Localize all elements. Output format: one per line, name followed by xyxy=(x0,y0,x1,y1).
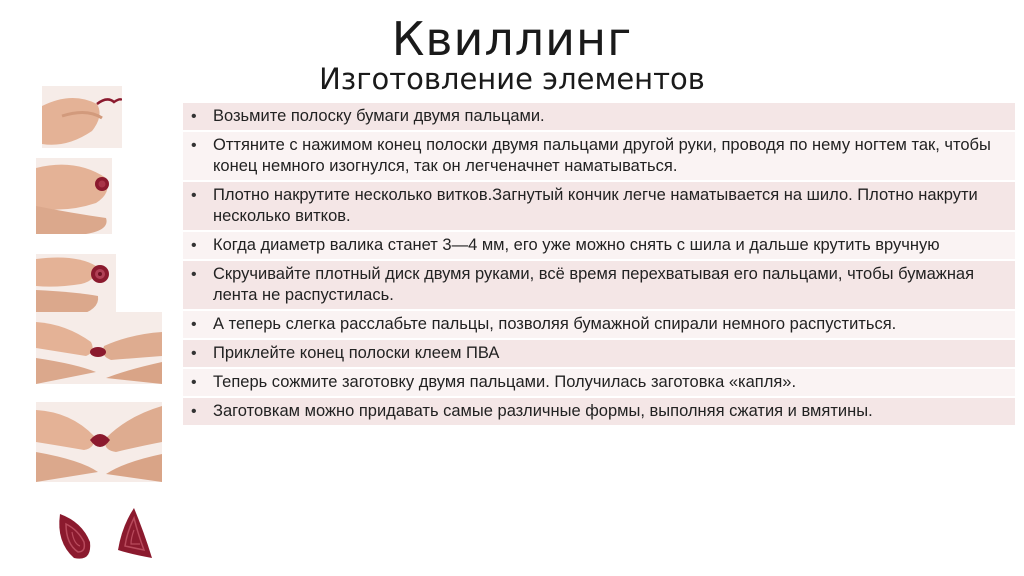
step-text: Приклейте конец полоски клеем ПВА xyxy=(213,344,500,362)
slide-title: Квиллинг xyxy=(391,12,633,66)
bullet-icon: • xyxy=(191,374,197,391)
step-text: Когда диаметр валика станет 3—4 мм, его уже можно снять с шила и дальше крутить вручную xyxy=(213,236,940,254)
list-item xyxy=(183,132,1015,182)
step-text: Скручивайте плотный диск двумя руками, всё время перехватывая его пальцами, чтобы бумажная лента не распустилась. xyxy=(213,265,975,304)
bullet-icon: • xyxy=(191,403,197,420)
photo-finished-shapes xyxy=(52,502,166,564)
bullet-icon: • xyxy=(191,237,197,254)
photo-hold-strip xyxy=(42,86,122,148)
list-item xyxy=(183,311,1015,340)
list-item xyxy=(183,369,1015,398)
photo-two-hands-disk xyxy=(36,312,162,384)
bullet-icon: • xyxy=(191,108,197,125)
step-text: Заготовкам можно придавать самые различные формы, выполняя сжатия и вмятины. xyxy=(213,402,873,420)
list-item xyxy=(183,398,1015,427)
photo-pinch-drop xyxy=(36,402,162,482)
steps-list xyxy=(183,103,1015,427)
photo-roll-coil xyxy=(36,254,116,316)
list-item xyxy=(183,261,1015,311)
step-text: А теперь слегка расслабьте пальцы, позволяя бумажной спирали немного распуститься. xyxy=(213,315,897,333)
list-item xyxy=(183,232,1015,261)
slide-subtitle: Изготовление элементов xyxy=(319,62,705,96)
bullet-icon: • xyxy=(191,345,197,362)
step-text: Оттяните с нажимом конец полоски двумя пальцами другой руки, проводя по нему ногтем так, чтобы конец немного изогнулся, так он легченачнет наматываться. xyxy=(213,136,991,175)
step-text: Возьмите полоску бумаги двумя пальцами. xyxy=(213,107,545,125)
step-text: Плотно накрутите несколько витков.Загнутый кончик легче наматывается на шило. Плотно накрути несколько витков. xyxy=(213,186,978,225)
list-item xyxy=(183,103,1015,132)
step-photos xyxy=(36,86,166,566)
list-item xyxy=(183,340,1015,369)
bullet-icon: • xyxy=(191,266,197,283)
list-item xyxy=(183,182,1015,232)
bullet-icon: • xyxy=(191,137,197,154)
step-text: Теперь сожмите заготовку двумя пальцами. Получилась заготовка «капля». xyxy=(213,373,797,391)
bullet-icon: • xyxy=(191,316,197,333)
photo-roll-start xyxy=(36,158,112,234)
bullet-icon: • xyxy=(191,187,197,204)
